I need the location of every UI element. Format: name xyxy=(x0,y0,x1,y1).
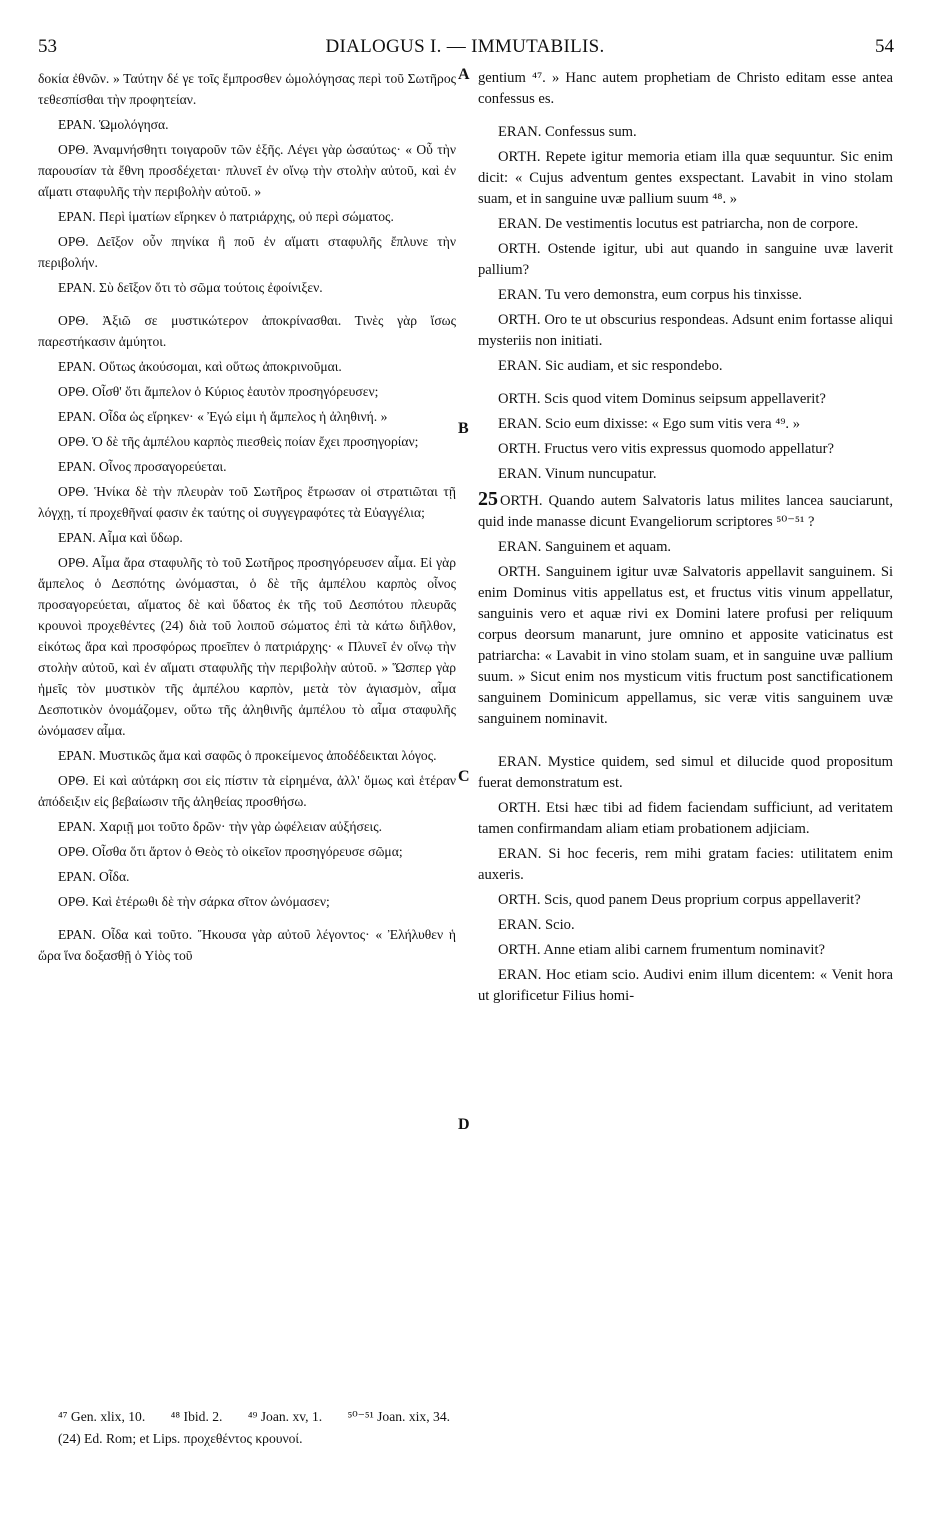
latin-paragraph: gentium ⁴⁷. » Hanc autem prophetiam de Christo editam esse antea confessus es. xyxy=(478,70,893,107)
footnotes xyxy=(58,1406,898,1450)
latin-paragraph-text: ORTH. Quando autem Salvatoris latus milites lancea sauciarunt, quid inde manasse dicunt Evangeliorum scriptores ⁵⁰⁻⁵¹ ? xyxy=(478,493,893,530)
greek-paragraph: ΟΡΘ. Καὶ ἑτέρωθι δὲ τὴν σάρκα σῖτον ὠνόμασεν; xyxy=(58,894,330,909)
footnote: ⁴⁷ Gen. xlix, 10. xyxy=(58,1409,146,1424)
latin-paragraph: ERAN. Sic audiam, et sic respondebo. xyxy=(498,358,723,374)
left-page-number: 53 xyxy=(38,36,57,57)
greek-paragraph: ΕΡΑΝ. Αἷμα καὶ ὕδωρ. xyxy=(58,530,183,545)
margin-marker-b: B xyxy=(458,420,469,437)
running-header xyxy=(0,36,930,62)
greek-paragraph: ΕΡΑΝ. Μυστικῶς ἅμα καὶ σαφῶς ὁ προκείμενος ἀποδέδεικται λόγος. xyxy=(58,748,437,763)
latin-paragraph: ORTH. Scis quod vitem Dominus seipsum appellaverit? xyxy=(498,391,826,407)
latin-paragraph: ORTH. Oro te ut obscurius respondeas. Adsunt enim fortasse aliqui mysteriis non initiati. xyxy=(478,312,893,349)
greek-paragraph: ΕΡΑΝ. Ὡμολόγησα. xyxy=(58,117,169,132)
latin-paragraph: ERAN. Mystice quidem, sed simul et dilucide quod propositum fuerat demonstratum est. xyxy=(478,754,893,791)
latin-paragraph: ERAN. Tu vero demonstra, eum corpus his tinxisse. xyxy=(498,287,803,303)
greek-paragraph: ΟΡΘ. Ἡνίκα δὲ τὴν πλευρὰν τοῦ Σωτῆρος ἔτρωσαν οἱ στρατιῶται τῇ λόγχῃ, τί προχεθῆναί φασιν ἐκ ταύτης οἱ συγγεγραφότες τὰ Εὐαγγέλια; xyxy=(38,484,456,520)
greek-paragraph: ΟΡΘ. Ὁ δὲ τῆς ἀμπέλου καρπὸς πιεσθεὶς ποίαν ἔχει προσηγορίαν; xyxy=(58,434,419,449)
margin-marker-a: A xyxy=(458,66,470,83)
greek-paragraph: ΕΡΑΝ. Χαριῇ μοι τοῦτο δρῶν· τὴν γὰρ ὠφέλειαν αὐξήσεις. xyxy=(58,819,382,834)
greek-paragraph: ΟΡΘ. Εἰ καὶ αὐτάρκη σοι εἰς πίστιν τὰ εἰρημένα, ἀλλ' ὅμως καὶ ἑτέραν ἀπόδειξιν εἰς βεβαίωσιν τῆς ἀληθείας προσθήσω. xyxy=(38,773,456,809)
latin-paragraph: ERAN. Confessus sum. xyxy=(498,124,637,140)
latin-paragraph: ORTH. Repete igitur memoria etiam illa quæ sequuntur. Sic enim dicit: « Cujus adventum gentes exspectant. Lavabit in vino stolam suam, et in sanguine uvæ pallium suum ⁴⁸. » xyxy=(478,149,893,207)
margin-marker-c: C xyxy=(458,768,470,785)
latin-paragraph: ERAN. Si hoc feceris, rem mihi gratam facies: utilitatem enim auxeris. xyxy=(478,846,893,883)
greek-paragraph: ΕΡΑΝ. Σὺ δεῖξον ὅτι τὸ σῶμα τούτοις ἐφοίνιξεν. xyxy=(58,280,323,295)
latin-paragraph: ORTH. Sanguinem igitur uvæ Salvatoris appellavit sanguinem. Si enim Dominus vitis appellatus est, et fructus vitis vinum appellatur, sanguinis vero et aquæ rivi ex Domini latere profusi per reliquum corpus deorsum manarunt, jure omnino et apposite vaticinatus est patriarcha: « Lavabit in vino stolam suam, et in sanguine uvæ pallium suum. » Sicut enim nos mysticum vitis fructum post sanctificationem sanguinem Dominicum appellamus, sic veræ vitis sanguinem uvæ sanguinem nominavit. xyxy=(478,564,893,727)
footnote-line-scripture xyxy=(58,1406,898,1428)
greek-paragraph: ΕΡΑΝ. Περὶ ἱματίων εἴρηκεν ὁ πατριάρχης, οὐ περὶ σώματος. xyxy=(58,209,394,224)
latin-paragraph: ERAN. Scio. xyxy=(498,917,575,933)
greek-paragraph: ΕΡΑΝ. Οἶδα καὶ τοῦτο. Ἤκουσα γὰρ αὐτοῦ λέγοντος· « Ἐλήλυθεν ἡ ὥρα ἵνα δοξασθῇ ὁ Υἱὸς τοῦ xyxy=(38,927,456,963)
greek-paragraph: ΟΡΘ. Ἀξιῶ σε μυστικώτερον ἀποκρίνασθαι. Τινὲς γὰρ ἴσως παρεστήκασιν ἀμύητοι. xyxy=(38,313,456,349)
greek-paragraph: ΟΡΘ. Οἶσθα ὅτι ἄρτον ὁ Θεὸς τὸ οἰκεῖον προσηγόρευσε σῶμα; xyxy=(58,844,403,859)
latin-paragraph: ORTH. Fructus vero vitis expressus quomodo appellatur? xyxy=(498,441,834,457)
greek-paragraph: ΟΡΘ. Οἶσθ' ὅτι ἄμπελον ὁ Κύριος ἑαυτὸν προσηγόρευσεν; xyxy=(58,384,379,399)
footnote: ⁵⁰⁻⁵¹ Joan. xix, 34. xyxy=(347,1409,451,1424)
latin-paragraph-section xyxy=(478,489,893,533)
footnote: ⁴⁹ Joan. xv, 1. xyxy=(247,1409,323,1424)
latin-paragraph: ORTH. Scis, quod panem Deus proprium corpus appellaverit? xyxy=(498,892,861,908)
greek-paragraph: ΕΡΑΝ. Οὕτως ἀκούσομαι, καὶ οὕτως ἀποκρινοῦμαι. xyxy=(58,359,342,374)
latin-paragraph: ERAN. Vinum nuncupatur. xyxy=(498,466,657,482)
right-page-number: 54 xyxy=(875,36,894,57)
greek-paragraph: ΟΡΘ. Ἀναμνήσθητι τοιγαροῦν τῶν ἑξῆς. Λέγει γὰρ ὡσαύτως· « Οὗ τὴν παρουσίαν τὰ ἔθνη προσδέχεται· πλυνεῖ ἐν οἴνῳ τὴν στολὴν αὐτοῦ, καὶ ἐν αἵματι σταφυλῆς τὴν περιβολὴν αὐτοῦ. » xyxy=(38,142,456,199)
section-number: 25 xyxy=(478,488,498,510)
latin-paragraph: ERAN. Hoc etiam scio. Audivi enim illum dicentem: « Venit hora ut glorificetur Filius homi- xyxy=(478,967,893,1004)
greek-paragraph: δοκία ἐθνῶν. » Ταύτην δέ γε τοῖς ἔμπροσθεν ὡμολόγησας περὶ τοῦ Σωτῆρος τεθεσπίσθαι τὴν προφητείαν. xyxy=(38,71,456,107)
latin-paragraph: ERAN. De vestimentis locutus est patriarcha, non de corpore. xyxy=(498,216,859,232)
footnote-line-variant: (24) Ed. Rom; et Lips. προχεθέντος κρουνοί. xyxy=(58,1431,303,1446)
greek-paragraph: ΕΡΑΝ. Οἶδα. xyxy=(58,869,130,884)
greek-column xyxy=(38,68,456,970)
margin-marker-d: D xyxy=(458,1116,470,1133)
footnote: ⁴⁸ Ibid. 2. xyxy=(170,1409,223,1424)
latin-column xyxy=(478,68,893,1011)
running-title: DIALOGUS I. — IMMUTABILIS. xyxy=(325,36,605,57)
greek-paragraph: ΟΡΘ. Αἷμα ἄρα σταφυλῆς τὸ τοῦ Σωτῆρος προσηγόρευσεν αἷμα. Εἰ γὰρ ἄμπελος ὁ Δεσπότης ὠνόμασται, ὁ δὲ τῆς ἀμπέλου καρπὸς οἶνος προσαγορεύεται, αἵματος δὲ καὶ ὕδατος ἐκ τῆς τοῦ Δεσπότου πλευρᾶς κρουνοὶ προχεθέντες (24) διὰ τοῦ λοιποῦ σώματος ἐπὶ τὰ κάτω διῆλθον, εἰκότως ἄρα καὶ προσφόρως προεῖπεν ὁ πατριάρχης· « Πλυνεῖ ἐν οἴνῳ τὴν στολὴν αὐτοῦ, καὶ ἐν αἵματι σταφυλῆς τὴν περιβολὴν αὐτοῦ. » Ὥσπερ γὰρ ἡμεῖς τὸν μυστικὸν τῆς ἀμπέλου καρπὸν, μετὰ τὸν ἁγιασμὸν, αἷμα Δεσποτικὸν ὀνομάζομεν, οὕτω τῆς ἀληθινῆς ἀμπέλου τὸ αἷμα σταφυλῆς ὠνόμασεν αἷμα. xyxy=(38,555,456,738)
latin-paragraph: ORTH. Etsi hæc tibi ad fidem faciendam sufficiunt, ad veritatem tamen confirmandam aliam etiam probationem adjiciam. xyxy=(478,800,893,837)
latin-paragraph: ORTH. Anne etiam alibi carnem frumentum nominavit? xyxy=(498,942,825,958)
greek-paragraph: ΕΡΑΝ. Οἶνος προσαγορεύεται. xyxy=(58,459,227,474)
latin-paragraph: ERAN. Scio eum dixisse: « Ego sum vitis vera ⁴⁹. » xyxy=(498,416,801,432)
latin-paragraph: ERAN. Sanguinem et aquam. xyxy=(498,539,672,555)
latin-paragraph: ORTH. Ostende igitur, ubi aut quando in sanguine uvæ laverit pallium? xyxy=(478,241,893,278)
greek-paragraph: ΟΡΘ. Δεῖξον οὖν πηνίκα ἢ ποῦ ἐν αἵματι σταφυλῆς ἔπλυνε τὴν περιβολήν. xyxy=(38,234,456,270)
greek-paragraph: ΕΡΑΝ. Οἶδα ὡς εἴρηκεν· « Ἐγώ εἰμι ἡ ἄμπελος ἡ ἀληθινή. » xyxy=(58,409,388,424)
